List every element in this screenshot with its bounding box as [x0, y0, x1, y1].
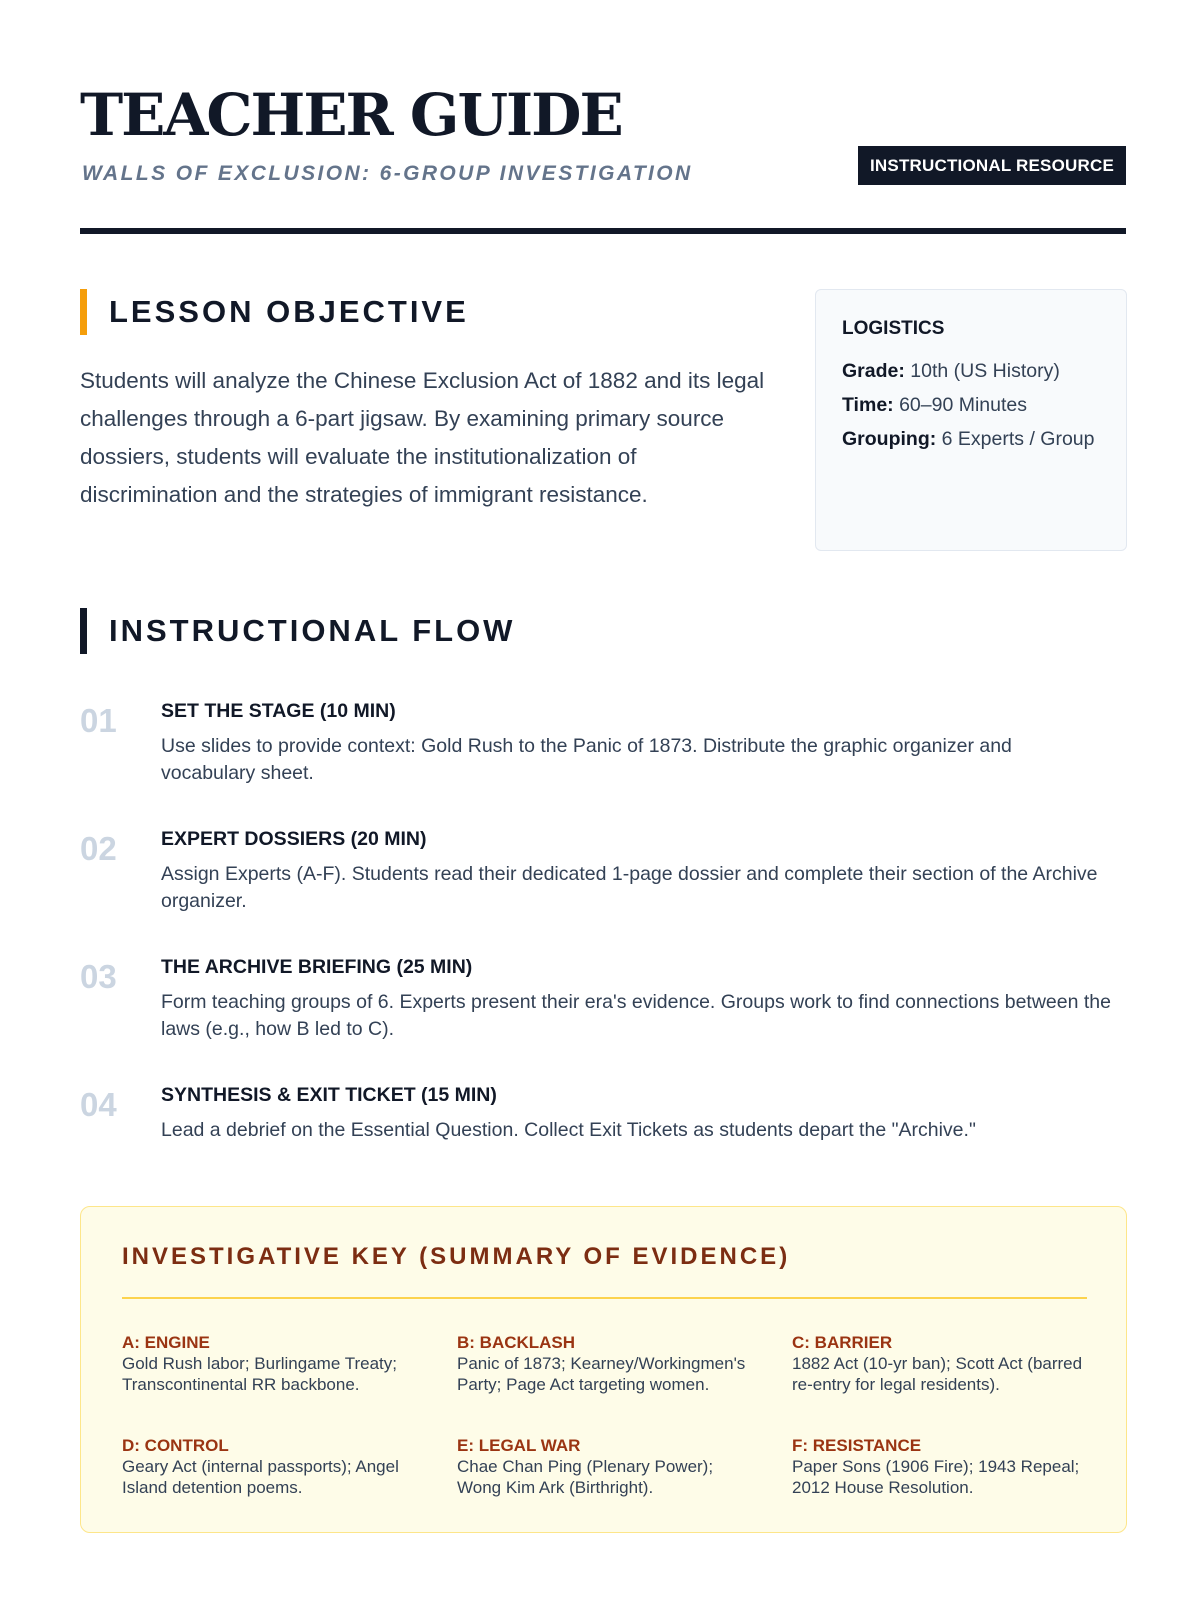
key-item-title: D: CONTROL	[122, 1436, 229, 1455]
key-item-desc: Geary Act (internal passports); Angel Island detention poems.	[122, 1457, 399, 1497]
logistics-label: Grade:	[842, 360, 905, 382]
key-item-desc: 1882 Act (10-yr ban); Scott Act (barred re-entry for legal residents).	[792, 1354, 1083, 1394]
key-item	[457, 1435, 757, 1498]
step-title: EXPERT DOSSIERS (20 MIN)	[161, 828, 427, 850]
key-item-desc: Gold Rush labor; Burlingame Treaty; Transcontinental RR backbone.	[122, 1354, 397, 1394]
page-title: TEACHER GUIDE	[80, 81, 622, 149]
key-item	[792, 1332, 1092, 1395]
step-number: 03	[80, 958, 117, 995]
key-item-title: E: LEGAL WAR	[457, 1436, 581, 1455]
step-title: SYNTHESIS & EXIT TICKET (15 MIN)	[161, 1084, 497, 1106]
key-item-title: B: BACKLASH	[457, 1333, 576, 1352]
objective-heading	[80, 289, 469, 335]
step-description: Lead a debrief on the Essential Question. Collect Exit Tickets as students depart the "Archive."	[161, 1119, 976, 1141]
step-description: Use slides to provide context: Gold Rush to the Panic of 1873. Distribute the graphic organizer and vocabulary sheet.	[161, 735, 1012, 784]
step-description: Form teaching groups of 6. Experts present their era's evidence. Groups work to find connections between the laws (e.g., how B led to C).	[161, 991, 1111, 1040]
key-item	[792, 1435, 1092, 1498]
flow-heading	[80, 608, 515, 654]
key-divider	[122, 1297, 1087, 1299]
key-item-title: A: ENGINE	[122, 1333, 210, 1352]
logistics-heading: LOGISTICS	[842, 318, 945, 339]
header-divider	[80, 228, 1126, 234]
step-description: Assign Experts (A-F). Students read their dedicated 1-page dossier and complete their section of the Archive organizer.	[161, 863, 1098, 912]
logistics-label: Time:	[842, 394, 894, 416]
logistics-value: 10th (US History)	[910, 360, 1060, 382]
key-heading: INVESTIGATIVE KEY (SUMMARY OF EVIDENCE)	[122, 1243, 791, 1270]
key-item-desc: Paper Sons (1906 Fire); 1943 Repeal; 2012 House Resolution.	[792, 1457, 1080, 1497]
investigative-key-box	[80, 1206, 1127, 1533]
logistics-row-grade	[842, 358, 1100, 385]
resource-badge: INSTRUCTIONAL RESOURCE	[858, 146, 1126, 185]
key-item-desc: Chae Chan Ping (Plenary Power); Wong Kim Ark (Birthright).	[457, 1457, 714, 1497]
logistics-value: 60–90 Minutes	[899, 394, 1027, 416]
step-number: 02	[80, 830, 117, 867]
logistics-row-time	[842, 392, 1100, 419]
key-item-desc: Panic of 1873; Kearney/Workingmen's Party; Page Act targeting women.	[457, 1354, 746, 1394]
objective-heading-text: LESSON OBJECTIVE	[109, 294, 469, 329]
objective-text: Students will analyze the Chinese Exclusion Act of 1882 and its legal challenges through a 6-part jigsaw. By examining primary source dossiers, students will evaluate the institutionalization of discrimination and the strategies of immigrant resistance.	[80, 368, 765, 507]
key-item	[122, 1435, 422, 1498]
step-title: SET THE STAGE (10 MIN)	[161, 700, 396, 722]
step-number: 01	[80, 702, 117, 739]
key-item	[122, 1332, 422, 1395]
objective-accent-bar	[80, 289, 87, 335]
logistics-row-grouping	[842, 426, 1100, 453]
step-number: 04	[80, 1086, 117, 1123]
key-item	[457, 1332, 757, 1395]
key-item-title: C: BARRIER	[792, 1333, 893, 1352]
logistics-box	[815, 289, 1127, 551]
flow-heading-text: INSTRUCTIONAL FLOW	[109, 613, 516, 648]
logistics-value: 6 Experts / Group	[941, 428, 1095, 450]
flow-accent-bar	[80, 608, 87, 654]
key-item-title: F: RESISTANCE	[792, 1436, 922, 1455]
logistics-label: Grouping:	[842, 428, 937, 450]
step-title: THE ARCHIVE BRIEFING (25 MIN)	[161, 956, 473, 978]
page-subtitle: WALLS OF EXCLUSION: 6-GROUP INVESTIGATION	[82, 162, 693, 185]
